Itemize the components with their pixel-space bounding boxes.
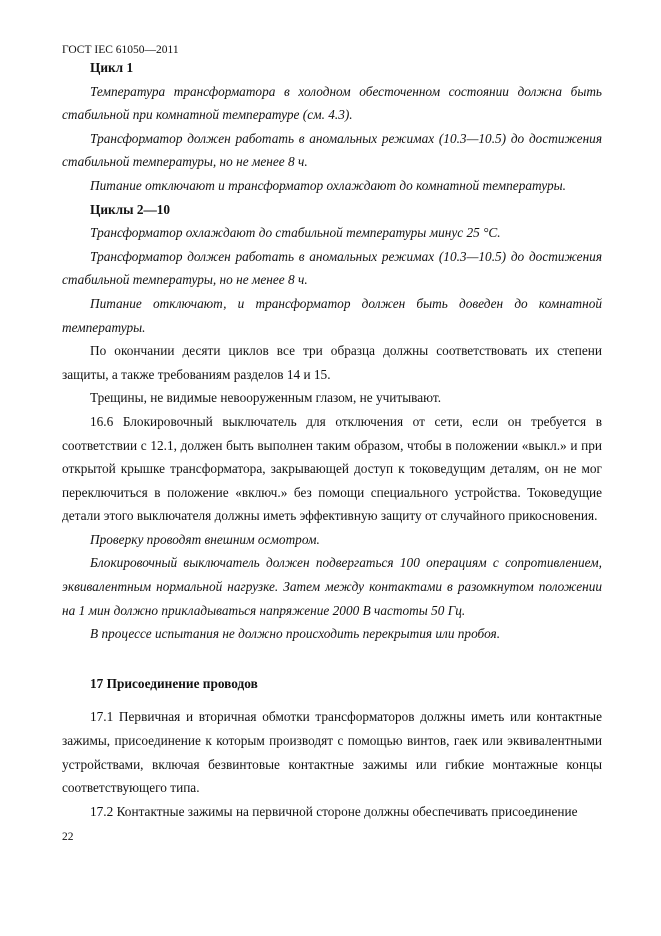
paragraph-cycles-cool: Трансформатор охлаждают до стабильной температуры минус 25 °С. xyxy=(90,225,501,241)
page-number: 22 xyxy=(62,831,74,843)
cycle-1-heading: Цикл 1 xyxy=(90,60,134,75)
paragraph-cycle1-temp: Температура трансформатора в холодном обесточенном состоянии должна быть стабильной при комнатной температуре (см. 4.3). xyxy=(62,83,602,123)
paragraph-no-breakdown: В процессе испытания не должно происходить перекрытия или пробоя. xyxy=(90,626,501,642)
paragraph-switch-test: Блокировочный выключатель должен подвергаться 100 операциям с сопротивлением, эквивалентным нормальной нагрузке. Затем между контактами в разомкнутом положении на 1 мин должно прикладываться напряжение 2000 В частоты 50 Гц. xyxy=(62,555,602,618)
paragraph-16-6: 16.6 Блокировочный выключатель для отключения от сети, если он требуется в соответствии с 12.1, должен быть выполнен таким образом, чтобы в положении «выкл.» и при открытой крышке трансформатора, закрывающей доступ к токоведущим деталям, он не мог переключиться в положение «включ.» без помощи специального устройства. Токоведущие детали этого выключателя должны иметь эффективную защиту от случайного прикосновения. xyxy=(62,413,602,524)
paragraph-visual-check: Проверку проводят внешним осмотром. xyxy=(90,531,320,547)
cycles-2-10-heading: Циклы 2—10 xyxy=(90,201,171,217)
paragraph-cracks: Трещины, не видимые невооруженным глазом, не учитывают. xyxy=(90,390,442,406)
document-body xyxy=(62,56,602,823)
paragraph-17-1: 17.1 Первичная и вторичная обмотки трансформаторов должны иметь или контактные зажимы, присоединение к которым производят с помощью винтов, гаек или эквивалентными устройствами, включая безвинтовые контактные зажимы или гибкие монтажные концы соответствующего типа. xyxy=(62,709,602,796)
section-spacer xyxy=(62,646,602,672)
paragraph-cycle1-cooldown: Питание отключают и трансформатор охлаждают до комнатной температуры. xyxy=(90,177,566,193)
paragraph-cycles-room-temp: Питание отключают, и трансформатор должен быть доведен до комнатной температуры. xyxy=(62,295,602,335)
document-header: ГОСТ IEC 61050—2011 xyxy=(62,44,179,56)
paragraph-cycle1-abnormal: Трансформатор должен работать в аномальных режимах (10.3—10.5) до достижения стабильной температуры, но не менее 8 ч. xyxy=(62,130,602,170)
paragraph-17-2: 17.2 Контактные зажимы на первичной стороне должны обеспечивать присоединение xyxy=(90,803,578,819)
paragraph-ten-cycles-result: По окончании десяти циклов все три образца должны соответствовать их степени защиты, а также требованиям разделов 14 и 15. xyxy=(62,343,602,382)
section-17-heading: 17 Присоединение проводов xyxy=(90,675,258,691)
paragraph-cycles-abnormal: Трансформатор должен работать в аномальных режимах (10.3—10.5) до достижения стабильной температуры, но не менее 8 ч. xyxy=(62,248,602,288)
heading-spacer xyxy=(62,695,602,705)
